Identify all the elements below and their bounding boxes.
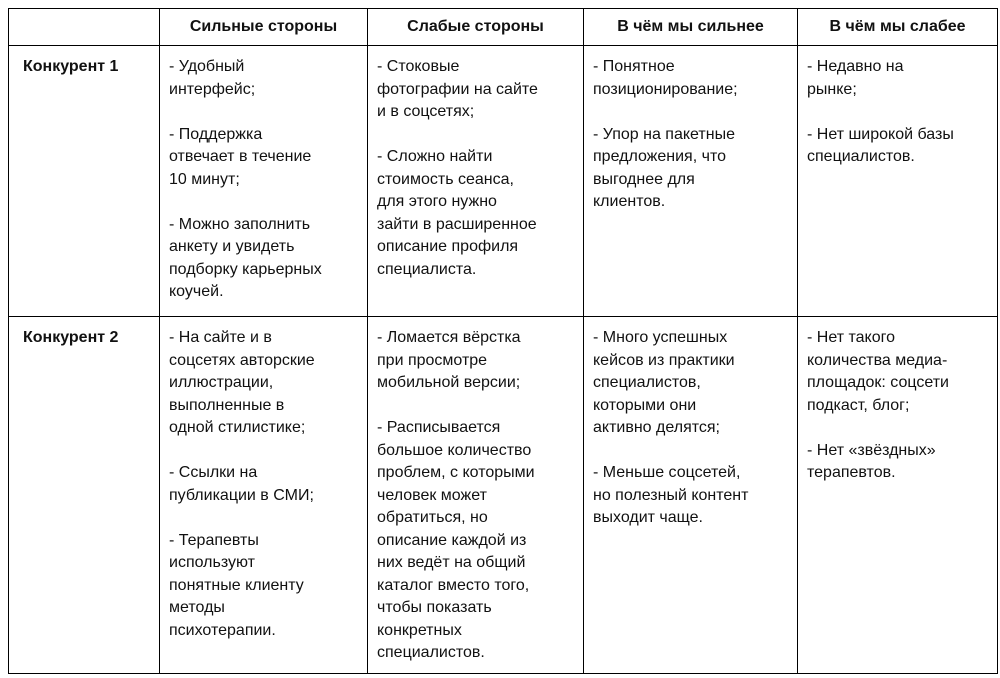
corner-cell	[9, 9, 160, 46]
cell-point: - Много успешных кейсов из практики специалистов, которыми они активно делятся;	[593, 329, 735, 436]
cell-we-weaker	[798, 317, 998, 674]
cell-we-weaker	[798, 46, 998, 317]
table-row-competitor-1	[9, 46, 998, 317]
cell-weaknesses	[368, 46, 584, 317]
cell-point: - Нет широкой базы специалистов.	[807, 125, 954, 165]
cell-point: - Поддержка отвечает в течение 10 минут;	[169, 125, 312, 188]
cell-we-stronger	[584, 317, 798, 674]
cell-point: - Сложно найти стоимость сеанса, для этого нужно зайти в расширенное описание профиля специалиста.	[377, 148, 537, 278]
row-label: Конкурент 1	[9, 46, 160, 317]
cell-point: - Терапевты используют понятные клиенту методы психотерапии.	[169, 531, 304, 639]
cell-point: - Стоковые фотографии на сайте и в соцсетях;	[377, 58, 538, 120]
cell-point: - Недавно на рынке;	[807, 58, 904, 98]
cell-weaknesses	[368, 317, 584, 674]
header-weaknesses: Слабые стороны	[368, 9, 584, 46]
cell-strengths	[160, 317, 368, 674]
header-strengths: Сильные стороны	[160, 9, 368, 46]
row-label: Конкурент 2	[9, 317, 160, 674]
cell-point: - Удобный интерфейс;	[169, 58, 256, 98]
competitor-comparison-table	[8, 8, 998, 674]
cell-point: - Понятное позиционирование;	[593, 58, 738, 98]
cell-we-stronger	[584, 46, 798, 317]
header-row	[9, 9, 998, 46]
cell-strengths	[160, 46, 368, 317]
cell-point: - Нет «звёздных» терапевтов.	[807, 441, 936, 481]
cell-point: - На сайте и в соцсетях авторские иллюстрации, выполненные в одной стилистике;	[169, 329, 315, 436]
header-we-weaker: В чём мы слабее	[798, 9, 998, 46]
header-we-stronger: В чём мы сильнее	[584, 9, 798, 46]
cell-point: - Расписывается большое количество проблем, с которыми человек может обратиться, но описание каждой из них ведёт на общий каталог вместо того, чтобы показать конкретных специалистов.	[377, 419, 535, 661]
cell-point: - Нет такого количества медиа- площадок: соцсети подкаст, блог;	[807, 329, 949, 414]
cell-point: - Упор на пакетные предложения, что выгоднее для клиентов.	[593, 125, 735, 210]
cell-point: - Ломается вёрстка при просмотре мобильной версии;	[377, 329, 521, 391]
cell-point: - Меньше соцсетей, но полезный контент выходит чаще.	[593, 464, 749, 526]
cell-point: - Можно заполнить анкету и увидеть подборку карьерных коучей.	[169, 215, 322, 300]
table-row-competitor-2	[9, 317, 998, 674]
cell-point: - Ссылки на публикации в СМИ;	[169, 464, 314, 504]
